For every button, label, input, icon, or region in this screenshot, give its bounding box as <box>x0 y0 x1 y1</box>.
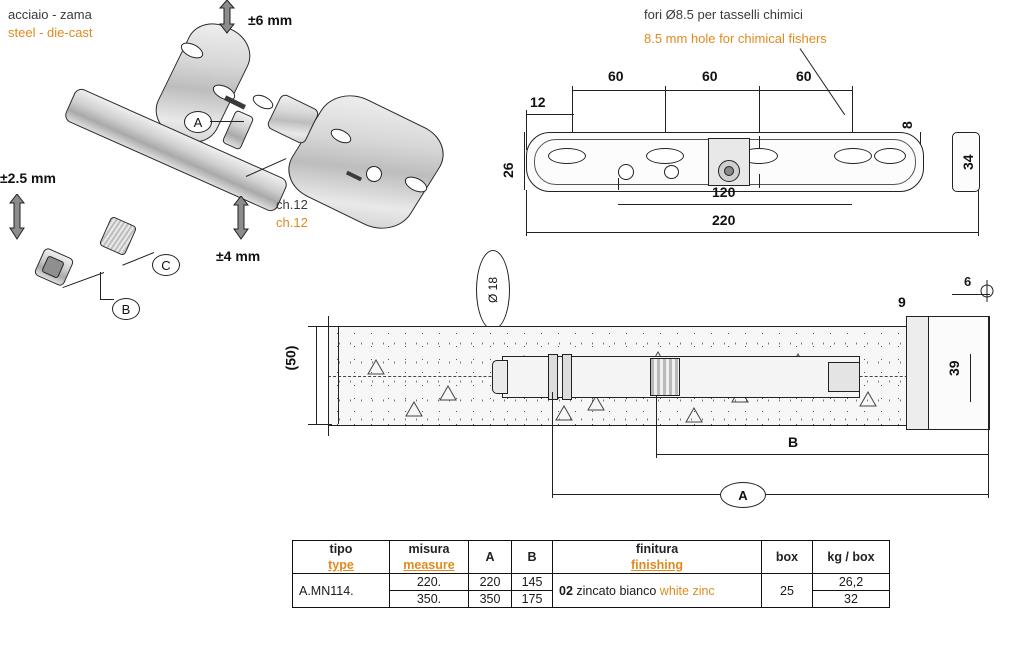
plate-round-hole-b <box>664 165 679 179</box>
pitch-label-1: 60 <box>608 68 624 84</box>
dim-a-ext-left <box>552 392 553 498</box>
spec-table-wrapper <box>292 540 890 608</box>
cell-measure-1: 220. <box>390 574 469 591</box>
wrench-label-it: ch.12 <box>276 197 308 212</box>
height-26-dim-line <box>524 132 525 190</box>
section-pin-collar-1 <box>548 354 558 400</box>
hole-center-tick-2 <box>759 136 760 148</box>
header-box: box <box>762 541 813 574</box>
tolerance-arrow-top <box>214 0 240 34</box>
hole-center-tick-3 <box>759 174 760 188</box>
dim-a-line <box>552 494 988 495</box>
plate-hole-e <box>874 148 906 164</box>
dim-39-label: 39 <box>946 360 962 376</box>
header-type-it: tipo <box>293 541 390 558</box>
tolerance-arrow-bottom <box>228 196 254 240</box>
header-measure-it: misura <box>390 541 469 558</box>
dim-39-line <box>970 354 971 402</box>
dim-9-label: 9 <box>898 294 906 310</box>
plate-round-hole-a <box>618 164 634 180</box>
callout-b-label: B <box>121 301 131 317</box>
header-a: A <box>469 541 512 574</box>
cell-box-1: 25 <box>762 574 813 608</box>
finish-it: zincato bianco <box>576 583 657 598</box>
table-row <box>293 574 890 591</box>
hole-center-tick-1 <box>618 178 619 190</box>
wall-left-face <box>328 316 329 436</box>
dim-b-ext-left <box>656 396 657 458</box>
pitch-label-3: 60 <box>796 68 812 84</box>
callout-b-leader-h <box>100 299 114 300</box>
dim-6-label: 6 <box>964 274 972 289</box>
section-pin-thread <box>650 358 680 396</box>
material-label-en: steel - die-cast <box>8 25 93 40</box>
dim-b-label: B <box>788 434 799 450</box>
dim-50-ext-bot <box>308 424 332 425</box>
finish-en: white zinc <box>659 583 715 598</box>
header-b: B <box>512 541 553 574</box>
depth-34-label: 34 <box>960 154 976 170</box>
dim-220-ext-right <box>978 190 979 236</box>
callout-a-section-label: A <box>738 487 748 503</box>
tolerance-top-label: ±6 mm <box>248 12 293 28</box>
edge-offset-label: 12 <box>530 94 546 110</box>
edge-offset-dim-line <box>526 114 574 115</box>
plate-center-bore-inner <box>724 166 734 176</box>
dim-50-line <box>316 326 317 424</box>
tolerance-left-label: ±2.5 mm <box>0 170 56 186</box>
plate-elevation-view <box>500 60 1000 260</box>
plate-hole-b <box>646 148 684 164</box>
holes-note-en: 8.5 mm hole for chimical fishers <box>644 31 827 46</box>
callout-a-leader <box>210 121 244 122</box>
pin-shaft-thread <box>99 216 138 257</box>
dim-b-line <box>656 454 988 455</box>
cell-kg-2: 32 <box>813 591 890 608</box>
section-view <box>280 250 1000 520</box>
header-type-en: type <box>293 557 390 574</box>
material-label-it: acciaio - zama <box>8 7 92 22</box>
holes-note-it: fori Ø8.5 per tasselli chimici <box>644 7 803 22</box>
cell-a-1: 220 <box>469 574 512 591</box>
dim-220-ext-left <box>526 190 527 236</box>
plate-hole-d <box>834 148 872 164</box>
pitch-label-2: 60 <box>702 68 718 84</box>
height-8-label: 8 <box>899 121 915 129</box>
dim-50-group <box>278 345 303 371</box>
callout-c-label: C <box>161 257 171 273</box>
plate-hole-a <box>548 148 586 164</box>
spec-table <box>292 540 890 608</box>
table-header-row-it <box>293 541 890 558</box>
dim-b-ext-right <box>988 316 989 458</box>
callout-b-leader-d <box>62 272 104 288</box>
dim-a-ext-right <box>988 458 989 498</box>
cell-b-1: 145 <box>512 574 553 591</box>
pitch-dim-line <box>572 90 852 91</box>
header-finish-it: finitura <box>553 541 762 558</box>
callout-a-label: A <box>193 114 203 130</box>
dim-50-ext-top <box>308 326 332 327</box>
section-plate <box>906 316 930 430</box>
cell-finish-1 <box>553 574 762 608</box>
callout-b-leader-v <box>100 272 101 300</box>
cell-kg-1: 26,2 <box>813 574 890 591</box>
section-pin-end <box>828 362 860 392</box>
pin-shaft-collar <box>222 109 255 150</box>
cell-measure-2: 350. <box>390 591 469 608</box>
callout-a <box>184 111 212 133</box>
fastener-symbol <box>976 280 1000 302</box>
height-26-label: 26 <box>500 162 516 178</box>
dim-120-label: 120 <box>712 184 736 200</box>
header-finish-en: finishing <box>553 557 762 574</box>
dim-220-line <box>526 232 978 233</box>
tolerance-bottom-label: ±4 mm <box>216 248 261 264</box>
callout-a-section <box>720 482 766 508</box>
header-kgbox: kg / box <box>813 541 890 574</box>
plate-hole-3 <box>250 92 275 112</box>
section-pin-collar-2 <box>562 354 572 400</box>
wall-inner-face <box>338 326 339 424</box>
wrench-label-en: ch.12 <box>276 215 308 230</box>
callout-c-leader <box>122 252 154 266</box>
section-pin-nose <box>492 360 508 394</box>
tolerance-arrow-left <box>4 194 30 240</box>
callout-c <box>152 254 180 276</box>
header-measure-en: measure <box>390 557 469 574</box>
edge-offset-ext <box>526 110 527 150</box>
cell-type-1: A.MN114. <box>293 574 390 608</box>
cell-a-2: 350 <box>469 591 512 608</box>
callout-diameter18-label: Ø 18 <box>485 276 500 304</box>
dim-220-label: 220 <box>712 212 736 228</box>
finish-code: 02 <box>559 583 573 598</box>
cell-b-2: 175 <box>512 591 553 608</box>
dim-50-label: (50) <box>282 345 299 371</box>
dim-120-line <box>618 204 852 205</box>
callout-b <box>112 298 140 320</box>
callout-diameter18 <box>476 250 510 330</box>
